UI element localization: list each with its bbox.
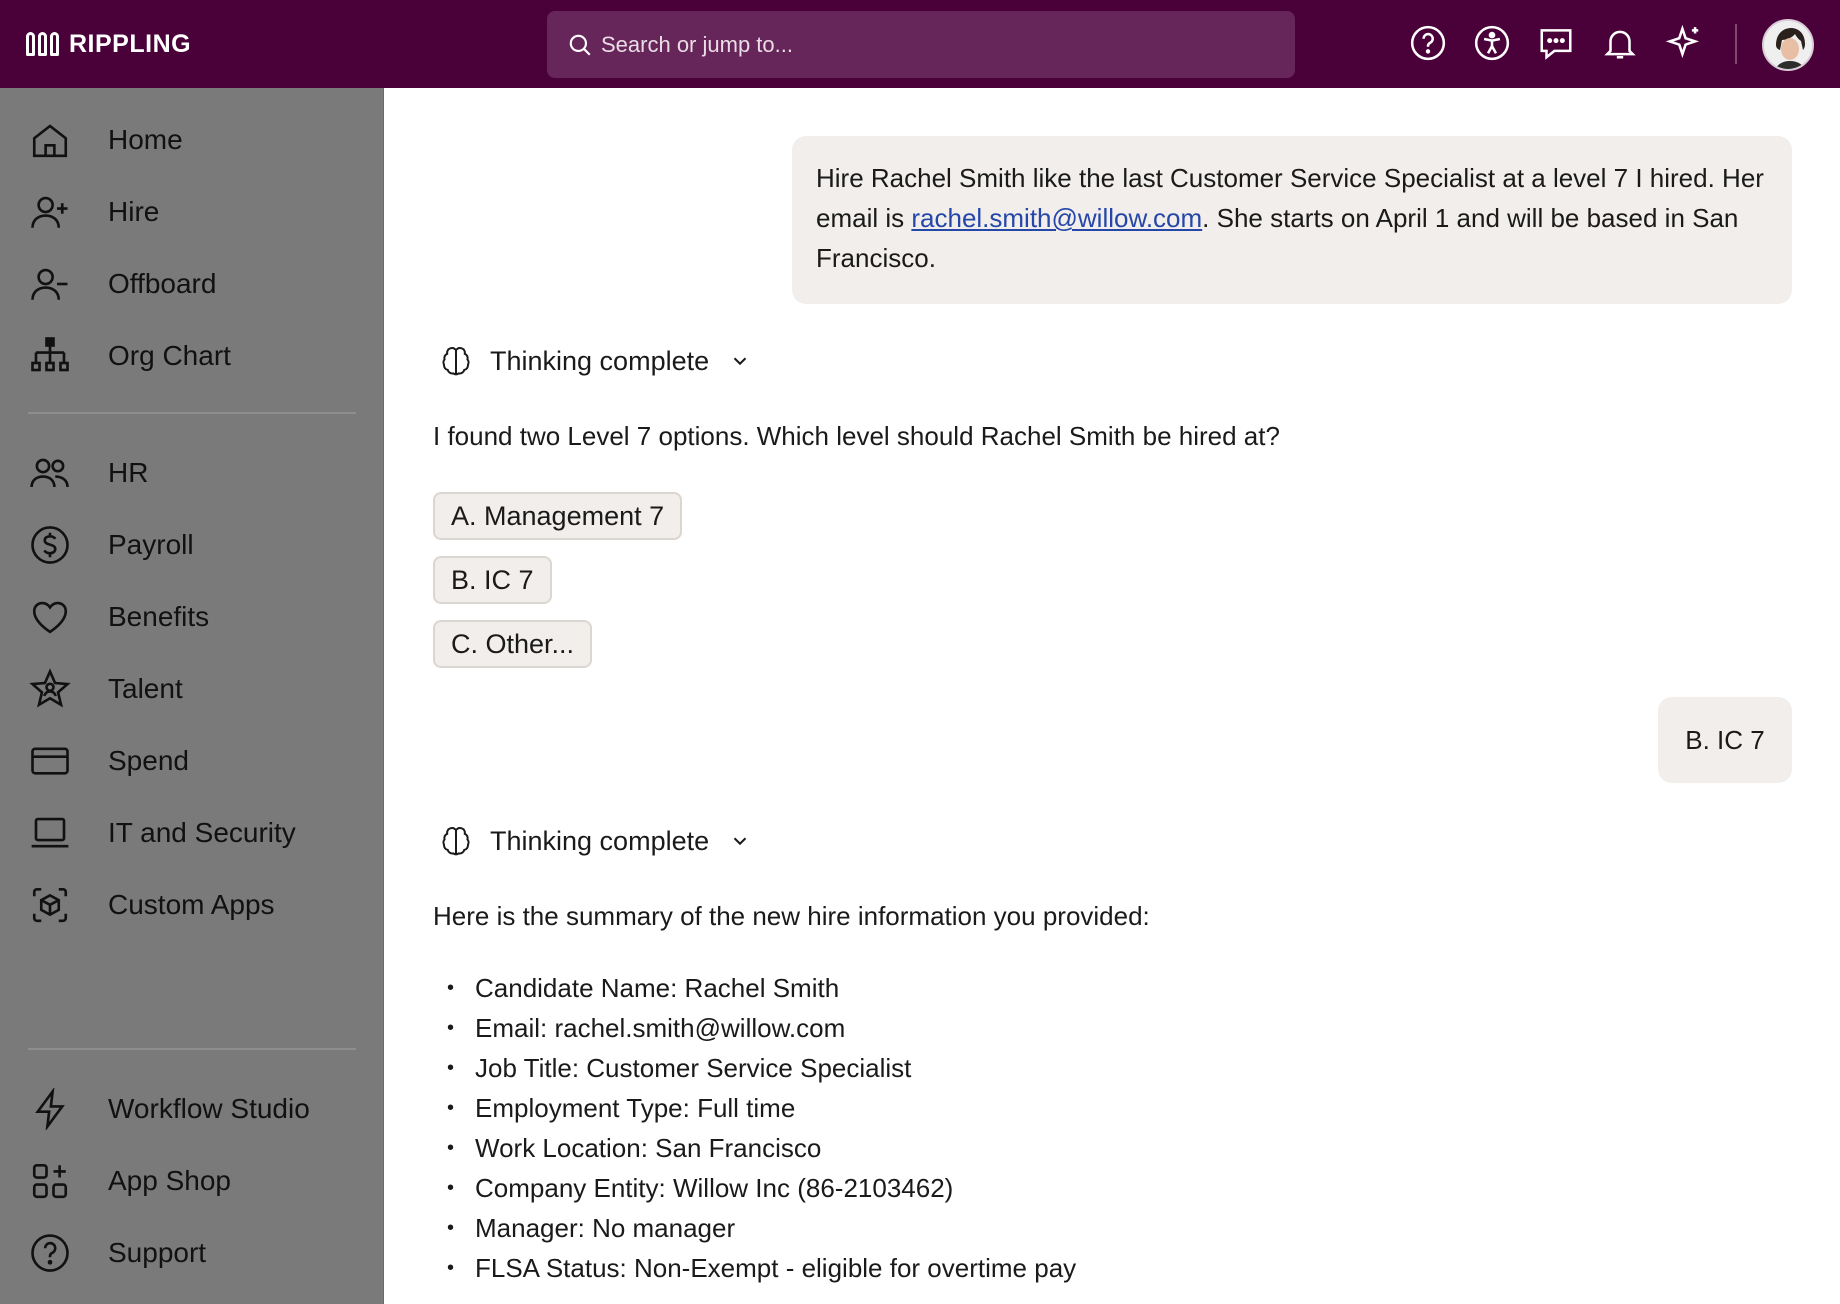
help-icon	[1409, 24, 1447, 62]
thinking-label: Thinking complete	[490, 825, 710, 856]
user-message: B. IC 7	[1658, 697, 1792, 783]
list-item-text: Employment Type: Full time	[475, 1092, 796, 1123]
laptop-icon	[29, 812, 71, 854]
list-item	[433, 1008, 1076, 1048]
credit-card-icon	[29, 740, 71, 782]
chevron-down-icon	[729, 350, 751, 372]
list-item	[433, 1168, 1076, 1208]
sidebar-item-home[interactable]	[0, 110, 384, 170]
sidebar-item-talent[interactable]	[0, 659, 384, 719]
logo-text: RIPPLING	[69, 29, 192, 58]
sidebar-item-label: Workflow Studio	[108, 1093, 310, 1124]
summary-list	[433, 968, 1076, 1288]
home-icon	[29, 119, 71, 161]
sidebar-item-label: Support	[108, 1237, 207, 1268]
sidebar-item-custom-apps[interactable]	[0, 875, 384, 935]
chat-icon	[1537, 24, 1575, 62]
email-link[interactable]: rachel.smith@willow.com	[911, 203, 1203, 233]
sidebar	[0, 88, 384, 1304]
sidebar-item-label: IT and Security	[108, 817, 296, 848]
accessibility-icon	[1473, 24, 1511, 62]
sidebar-item-it-and-security[interactable]	[0, 803, 384, 863]
chat-panel	[385, 88, 1840, 1304]
user-message	[792, 136, 1792, 304]
sidebar-item-support[interactable]	[0, 1223, 384, 1283]
sidebar-item-label: Benefits	[108, 601, 210, 632]
avatar[interactable]	[1762, 19, 1814, 71]
sidebar-item-app-shop[interactable]	[0, 1151, 384, 1211]
bullet: •	[447, 1176, 455, 1199]
grid-plus-icon	[29, 1160, 71, 1202]
sidebar-item-label: Custom Apps	[108, 889, 275, 920]
org-chart-icon	[29, 335, 71, 377]
ai-assistant-button[interactable]	[1661, 20, 1707, 66]
heart-icon	[29, 596, 71, 638]
user-message-text: Hire Rachel Smith like the last Customer Service Specialist at a level 7 I hired. Her email is	[816, 163, 1764, 233]
list-item-text: Email: rachel.smith@willow.com	[475, 1012, 846, 1043]
search-icon	[567, 32, 593, 58]
sidebar-item-label: App Shop	[108, 1165, 231, 1196]
bullet: •	[447, 1136, 455, 1159]
thinking-label: Thinking complete	[490, 345, 710, 376]
accessibility-button[interactable]	[1469, 20, 1515, 66]
list-item	[433, 1088, 1076, 1128]
bolt-icon	[29, 1088, 71, 1130]
search-input[interactable]	[547, 11, 1295, 78]
sidebar-item-label: Talent	[108, 673, 183, 704]
dollar-icon	[29, 524, 71, 566]
sidebar-divider	[28, 412, 356, 414]
sidebar-item-hr[interactable]	[0, 443, 384, 503]
thinking-toggle[interactable]	[440, 339, 751, 383]
list-item-text: Job Title: Customer Service Specialist	[475, 1052, 912, 1083]
bullet: •	[447, 1016, 455, 1039]
people-icon	[29, 452, 71, 494]
help-icon	[29, 1232, 71, 1274]
sidebar-divider	[28, 1048, 356, 1050]
bullet: •	[447, 1056, 455, 1079]
star-icon	[29, 668, 71, 710]
topbar-divider	[1735, 24, 1737, 64]
brain-icon	[440, 825, 472, 857]
sidebar-item-org-chart[interactable]	[0, 326, 384, 386]
list-item	[433, 968, 1076, 1008]
list-item-text: Candidate Name: Rachel Smith	[475, 972, 840, 1003]
list-item-text: Work Location: San Francisco	[475, 1132, 822, 1163]
sidebar-item-label: Offboard	[108, 268, 217, 299]
option-c-button[interactable]: C. Other...	[433, 620, 592, 668]
list-item-text: FLSA Status: Non-Exempt - eligible for overtime pay	[475, 1252, 1077, 1283]
list-item-text: Manager: No manager	[475, 1212, 736, 1243]
sidebar-item-label: Hire	[108, 196, 160, 227]
bell-icon	[1601, 24, 1639, 62]
bullet: •	[447, 1096, 455, 1119]
sidebar-item-label: HR	[108, 457, 149, 488]
list-item-text: Company Entity: Willow Inc (86-2103462)	[475, 1172, 954, 1203]
list-item	[433, 1048, 1076, 1088]
remove-user-icon	[29, 263, 71, 305]
add-user-icon	[29, 191, 71, 233]
sidebar-item-label: Payroll	[108, 529, 194, 560]
rippling-logo[interactable]	[26, 28, 191, 60]
sidebar-item-spend[interactable]	[0, 731, 384, 791]
sidebar-item-offboard[interactable]	[0, 254, 384, 314]
list-item	[433, 1128, 1076, 1168]
user-message-text: . She starts on April 1 and will be based in San Francisco.	[816, 203, 1739, 273]
bullet: •	[447, 1216, 455, 1239]
sparkle-icon	[1665, 24, 1703, 62]
option-b-button[interactable]: B. IC 7	[433, 556, 552, 604]
cube-icon	[29, 884, 71, 926]
bullet: •	[447, 976, 455, 999]
search-placeholder: Search or jump to...	[601, 31, 793, 57]
option-a-button[interactable]: A. Management 7	[433, 492, 682, 540]
top-bar	[0, 0, 1840, 88]
chevron-down-icon	[729, 830, 751, 852]
rippling-logo-mark	[26, 32, 59, 56]
brain-icon	[440, 345, 472, 377]
summary-intro: Here is the summary of the new hire information you provided:	[433, 901, 1150, 931]
chat-button[interactable]	[1533, 20, 1579, 66]
sidebar-item-label: Home	[108, 124, 183, 155]
sidebar-item-workflow-studio[interactable]	[0, 1079, 384, 1139]
list-item	[433, 1208, 1076, 1248]
assistant-message: I found two Level 7 options. Which level should Rachel Smith be hired at?	[433, 421, 1280, 451]
bullet: •	[447, 1256, 455, 1279]
sidebar-item-label: Org Chart	[108, 340, 231, 371]
list-item	[433, 1248, 1076, 1288]
notifications-button[interactable]	[1597, 20, 1643, 66]
sidebar-item-benefits[interactable]	[0, 587, 384, 647]
user-avatar-icon	[1764, 21, 1814, 71]
sidebar-item-payroll[interactable]	[0, 515, 384, 575]
sidebar-item-hire[interactable]	[0, 182, 384, 242]
thinking-toggle[interactable]	[440, 819, 751, 863]
help-button[interactable]	[1405, 20, 1451, 66]
sidebar-item-label: Spend	[108, 745, 189, 776]
